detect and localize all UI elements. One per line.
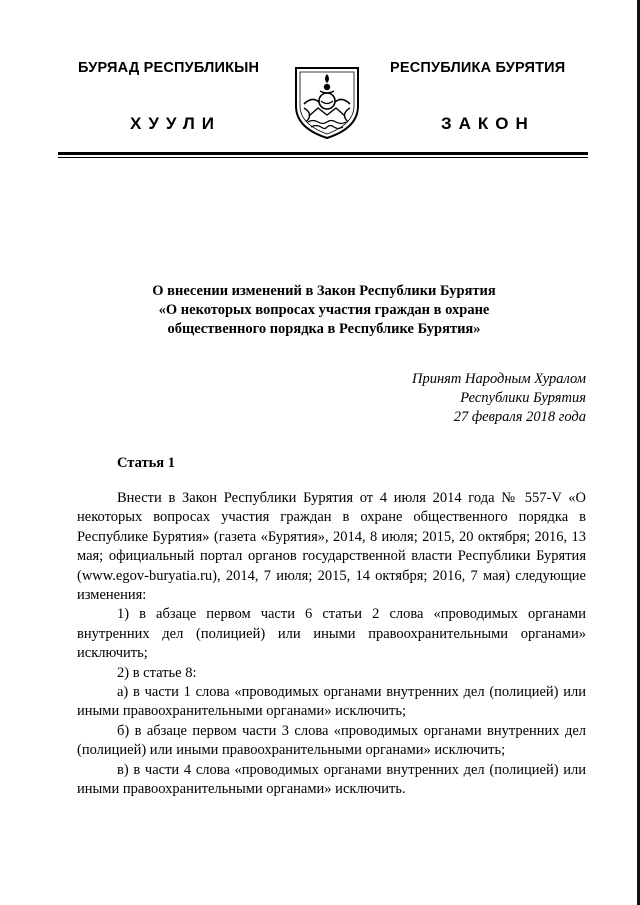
header-right-word: ЗАКОН <box>441 114 535 133</box>
law-title <box>90 282 558 339</box>
header-left-word: ХУУЛИ <box>130 114 221 133</box>
adoption-date: 27 февраля 2018 года <box>453 409 586 425</box>
header-rule-thick <box>58 152 588 155</box>
article-paragraph: 1) в абзаце первом части 6 статьи 2 слова «проводимых органами внутренних дел (полицией) или иными правоохранительными органами» исключить; <box>77 606 586 662</box>
header-right-title: РЕСПУБЛИКА БУРЯТИЯ <box>390 60 566 76</box>
coat-of-arms-icon <box>292 62 362 140</box>
law-title-line: О внесении изменений в Закон Республики Бурятия <box>152 283 496 299</box>
article-body <box>77 489 586 800</box>
article-heading: Статья 1 <box>117 455 175 471</box>
article-paragraph: в) в части 4 слова «проводимых органами внутренних дел (полицией) или иными правоохранительными органами» исключить. <box>77 761 586 798</box>
law-title-line: «О некоторых вопросах участия граждан в охране <box>158 302 490 318</box>
adoption-line: Принят Народным Хуралом <box>411 371 586 387</box>
header-rule-thin <box>58 157 588 158</box>
article-paragraph: а) в части 1 слова «проводимых органами внутренних дел (полицией) или иными правоохранительными органами» исключить; <box>77 684 586 720</box>
header-left-title: БУРЯАД РЕСПУБЛИКЫН <box>78 60 260 76</box>
adoption-note <box>360 370 586 427</box>
adoption-line: Республики Бурятия <box>460 390 586 406</box>
article-paragraph: Внести в Закон Республики Бурятия от 4 июля 2014 года № 557-V «О некоторых вопросах участия граждан в охране общественного порядка в Республике Бурятия» (газета «Бурятия», 2014, 8 июля; 2015, 20 октября; 2016, 13 мая; официальный портал органов государственной власти Республики Бурятия (www.egov-buryatia.ru), 2014, 7 июля; 2015, 14 октября; 2016, 7 мая) следующие изменения: <box>77 490 586 604</box>
law-title-line: общественного порядка в Республике Бурятия» <box>167 321 481 337</box>
article-paragraph: 2) в статье 8: <box>117 664 197 681</box>
article-paragraph: б) в абзаце первом части 3 слова «проводимых органами внутренних дел (полицией) или иными правоохранительными органами» исключить; <box>77 722 586 759</box>
